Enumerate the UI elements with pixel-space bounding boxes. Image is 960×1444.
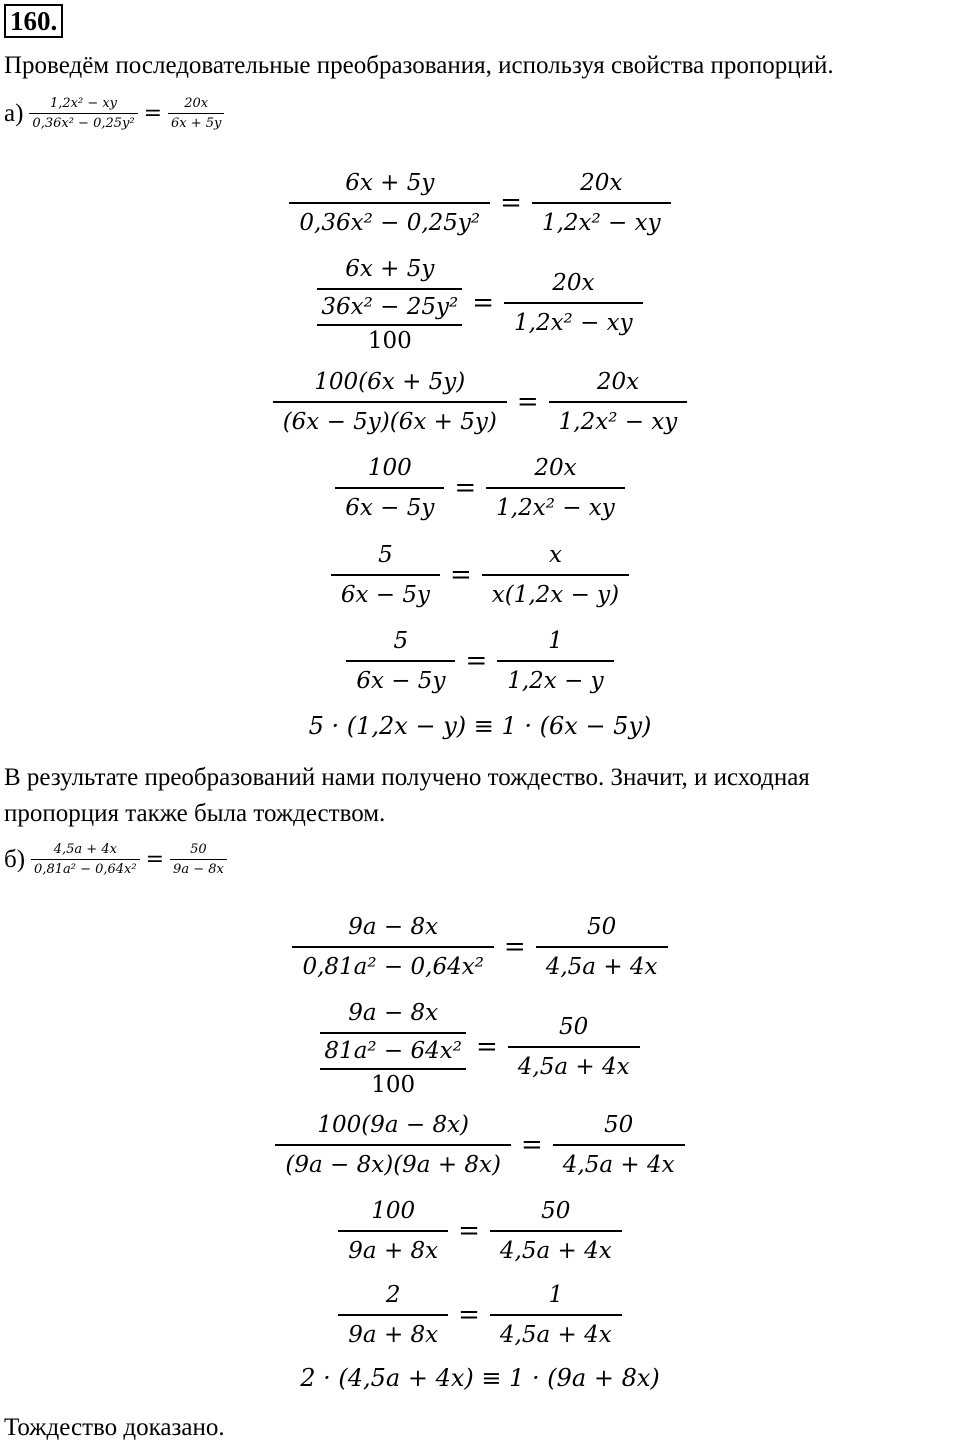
numerator: 1,2x² − xy	[49, 96, 118, 111]
nested-fraction	[317, 290, 462, 356]
numerator: 50	[604, 1112, 634, 1138]
denominator: 4,5a + 4x	[499, 1238, 612, 1264]
numerator: 20x	[552, 270, 595, 296]
denominator: 81a² − 64x²	[324, 1038, 462, 1064]
denominator: 4,5a + 4x	[562, 1152, 675, 1178]
denominator: 0,36x² − 0,25y²	[299, 210, 481, 236]
problem-number: 160.	[4, 4, 63, 38]
fraction	[318, 994, 468, 1100]
equation-row	[0, 1192, 960, 1270]
fraction	[502, 264, 645, 342]
equation-row	[0, 164, 960, 242]
denominator: 6x − 5y	[345, 495, 435, 521]
conclusion-a-line2: пропорция также была тождеством.	[4, 800, 386, 827]
numerator: 50	[190, 842, 207, 857]
denominator: 1,2x² − xy	[558, 409, 678, 435]
denominator: 100	[367, 328, 412, 354]
numerator: 4,5a + 4x	[53, 842, 117, 857]
fraction	[333, 449, 446, 527]
denominator: 4,5a + 4x	[517, 1054, 630, 1080]
equals-sign: =	[503, 932, 526, 962]
denominator: 0,81a² − 0,64x²	[302, 954, 484, 980]
numerator: 6x + 5y	[345, 170, 435, 196]
denominator: 0,36x² − 0,25y²	[32, 116, 135, 131]
denominator: (9a − 8x)(9a + 8x)	[285, 1152, 501, 1178]
numerator: 50	[541, 1198, 571, 1224]
equals-sign: =	[449, 560, 472, 590]
denominator: 6x + 5y	[171, 116, 222, 131]
denominator: 1,2x² − xy	[541, 210, 661, 236]
fraction	[273, 1106, 513, 1184]
numerator: 20x	[184, 96, 209, 111]
equals-sign: =	[500, 188, 522, 218]
final-text: Тождество доказано.	[4, 1414, 225, 1441]
equals-sign: =	[454, 473, 477, 503]
nested-fraction	[320, 1034, 466, 1100]
fraction	[488, 1276, 624, 1354]
part-a-label: а)	[4, 99, 24, 127]
equals-sign: =	[465, 646, 488, 676]
numerator: 100	[371, 1198, 416, 1224]
fraction	[506, 1008, 642, 1086]
fraction	[290, 908, 495, 986]
numerator: 9a − 8x	[348, 914, 439, 940]
denominator: 6x − 5y	[340, 582, 430, 608]
numerator: 2	[385, 1282, 401, 1308]
conclusion-a-line1: В результате преобразований нами получено тождество. Значит, и исходная	[4, 764, 810, 791]
fraction	[488, 1192, 624, 1270]
fraction	[530, 164, 673, 242]
numerator: 50	[559, 1014, 589, 1040]
equation-row	[0, 250, 960, 356]
numerator: 100(6x + 5y)	[314, 369, 466, 395]
numerator: 20x	[580, 170, 623, 196]
denominator: 0,81a² − 0,64x²	[34, 862, 137, 877]
equation-row	[0, 536, 960, 614]
equals-sign: =	[458, 1300, 480, 1330]
identity-expression: 5 · (1,2x − y) ≡ 1 · (6x − 5y)	[308, 712, 652, 740]
part-a-header	[4, 94, 960, 133]
numerator: 6x + 5y	[345, 256, 435, 282]
fraction	[547, 363, 690, 441]
equals-sign: =	[458, 1216, 480, 1246]
fraction	[495, 622, 615, 700]
equation-row	[0, 994, 960, 1100]
fraction	[29, 840, 142, 879]
denominator: 100	[371, 1072, 416, 1098]
fraction	[166, 94, 226, 133]
fraction	[271, 363, 509, 441]
denominator: 9a − 8x	[173, 862, 224, 877]
denominator: 36x² − 25y²	[321, 294, 459, 320]
denominator: 1,2x − y	[507, 668, 604, 694]
equation-row	[0, 1106, 960, 1184]
equation-row	[0, 449, 960, 527]
denominator: 9a + 8x	[348, 1322, 439, 1348]
identity-a	[0, 712, 960, 740]
numerator: 20x	[534, 455, 577, 481]
equals-sign: =	[516, 387, 539, 417]
fraction	[551, 1106, 687, 1184]
denominator: 1,2x² − xy	[496, 495, 615, 521]
part-b-header	[4, 840, 960, 879]
fraction	[534, 908, 670, 986]
equation-row	[0, 908, 960, 986]
identity-b	[0, 1364, 960, 1392]
numerator: 5	[393, 628, 409, 654]
equals-sign: =	[145, 847, 165, 872]
fraction	[329, 536, 442, 614]
fraction	[336, 1192, 450, 1270]
denominator: x(1,2x − y)	[491, 582, 620, 608]
equation-row	[0, 622, 960, 700]
denominator: (6x − 5y)(6x + 5y)	[282, 409, 497, 435]
equals-sign: =	[475, 1032, 498, 1062]
equation-row	[0, 363, 960, 441]
denominator: 1,2x² − xy	[514, 310, 633, 336]
fraction	[480, 536, 631, 614]
equals-sign: =	[521, 1130, 543, 1160]
equals-sign: =	[472, 288, 494, 318]
fraction	[315, 250, 464, 356]
fraction	[287, 164, 492, 242]
fraction	[344, 622, 457, 700]
numerator: 50	[586, 914, 617, 940]
intro-text: Проведём последовательные преобразования, используя свойства пропорций.	[4, 52, 834, 79]
numerator: 5	[378, 542, 393, 568]
denominator: 6x − 5y	[356, 668, 446, 694]
numerator: 9a − 8x	[348, 1000, 439, 1026]
equals-sign: =	[143, 101, 163, 126]
fraction	[27, 94, 139, 133]
numerator: 1	[548, 1282, 564, 1308]
numerator: 100	[367, 455, 412, 481]
denominator: 9a + 8x	[348, 1238, 439, 1264]
numerator: x	[548, 542, 562, 568]
denominator: 4,5a + 4x	[545, 954, 658, 980]
numerator: 1	[548, 628, 563, 654]
fraction	[484, 449, 627, 527]
numerator: 20x	[596, 369, 640, 395]
fraction	[168, 840, 229, 879]
fraction	[336, 1276, 450, 1354]
equation-row	[0, 1276, 960, 1354]
denominator: 4,5a + 4x	[499, 1322, 612, 1348]
identity-expression: 2 · (4,5a + 4x) ≡ 1 · (9a + 8x)	[300, 1364, 660, 1392]
part-b-label: б)	[4, 845, 26, 873]
numerator: 100(9a − 8x)	[317, 1112, 470, 1138]
